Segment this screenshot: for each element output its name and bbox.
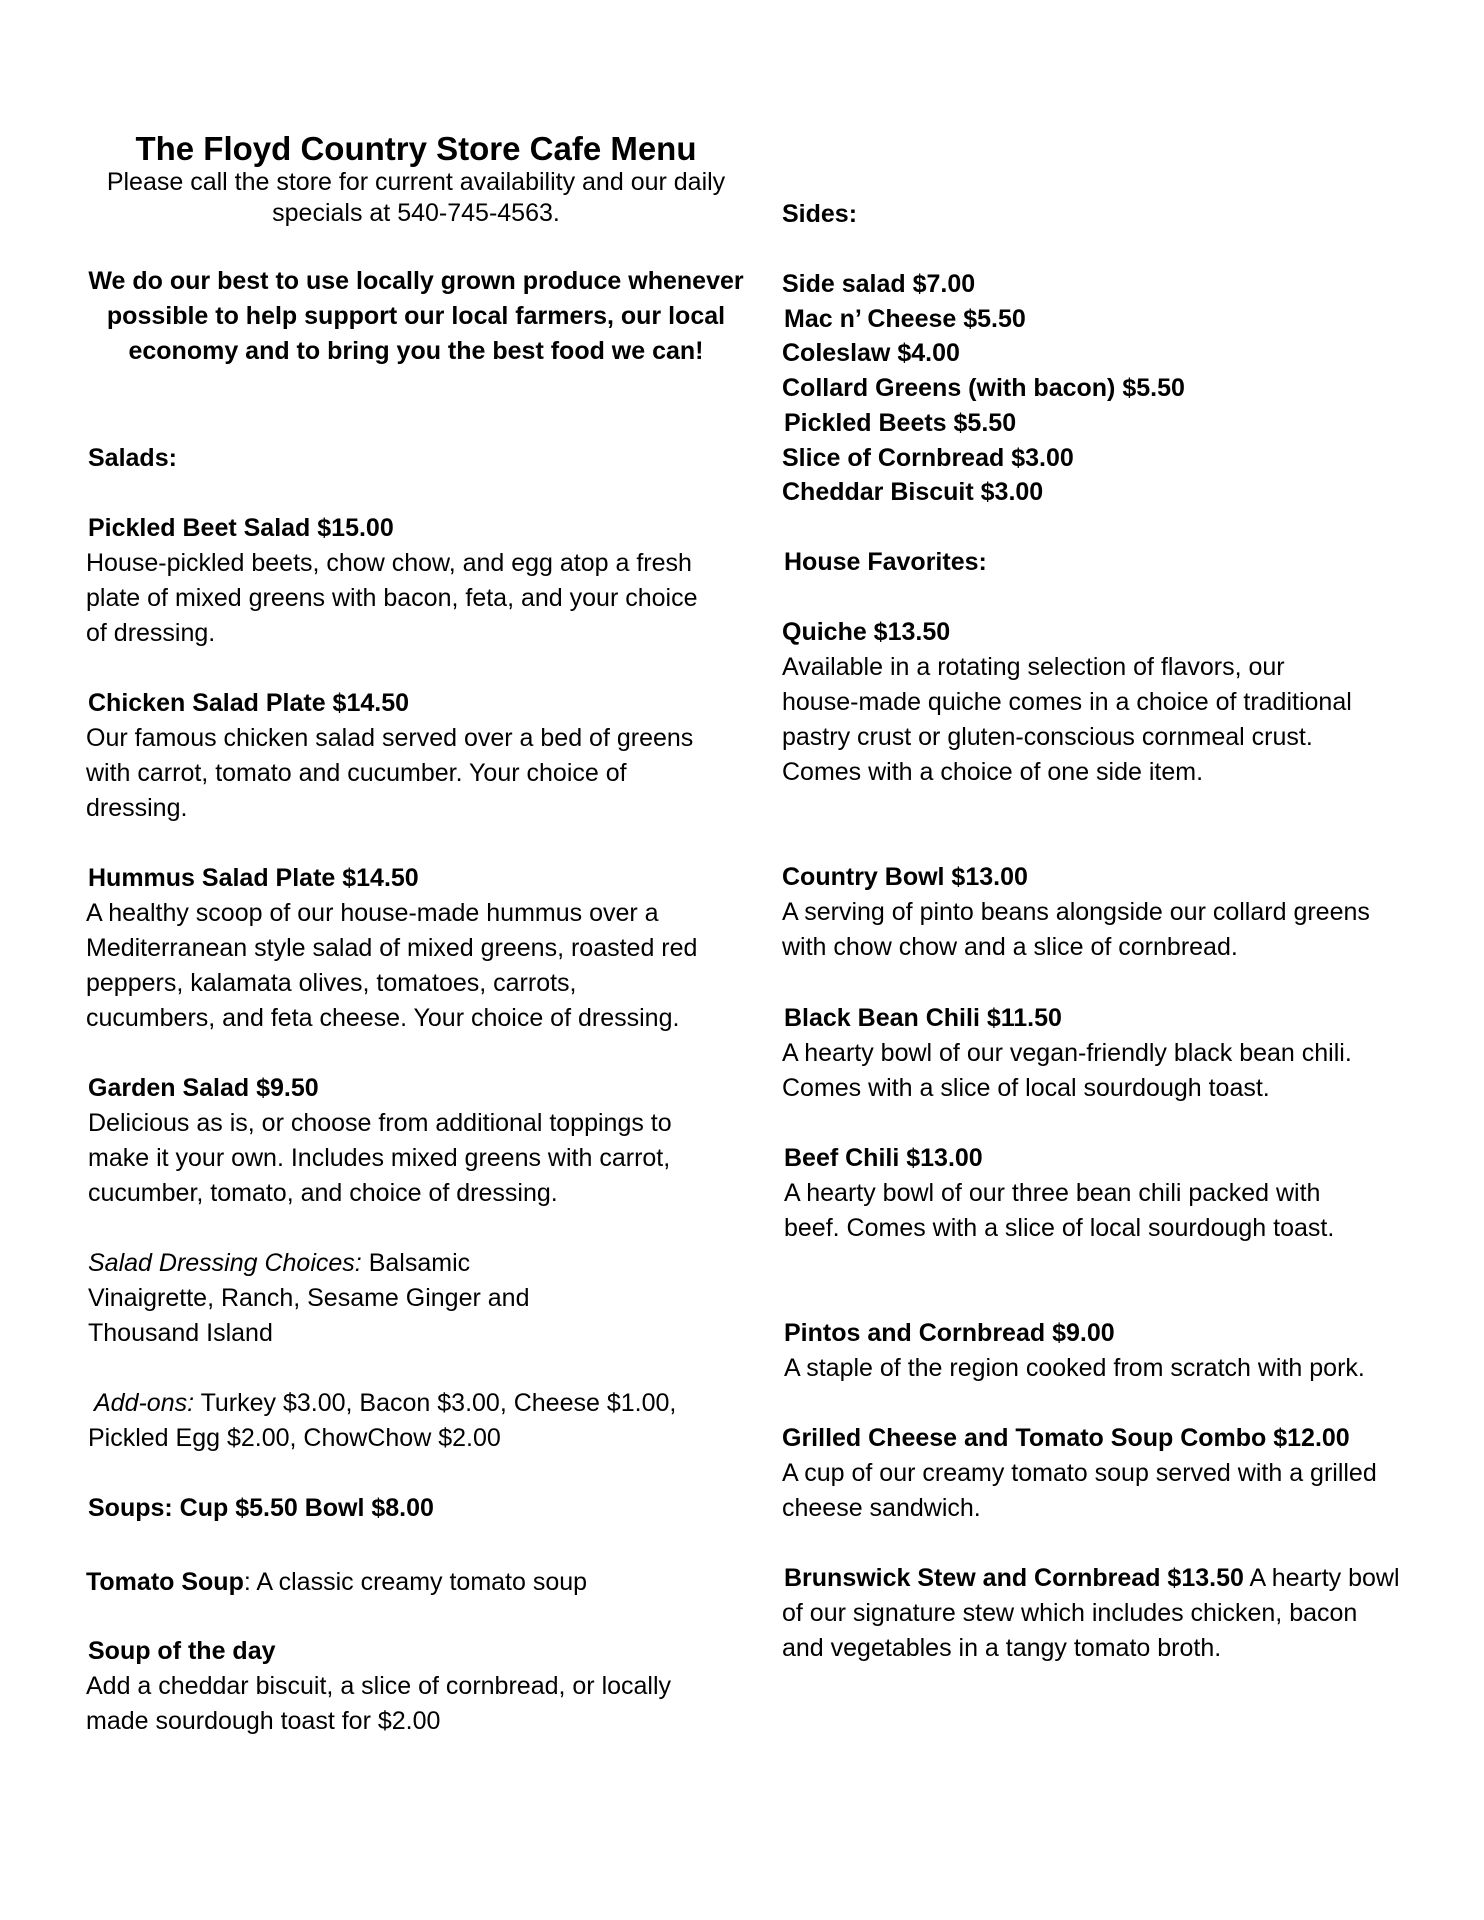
side-item: Collard Greens (with bacon) $5.50 bbox=[782, 374, 1185, 403]
addons-label: Add-ons: bbox=[94, 1389, 195, 1417]
menu-item-black-bean-chili bbox=[782, 1001, 1402, 1106]
menu-item-country-bowl bbox=[782, 860, 1402, 965]
menu-item-tomato-soup bbox=[86, 1565, 726, 1600]
side-item: Cheddar Biscuit $3.00 bbox=[782, 478, 1044, 507]
salad-add-ons bbox=[88, 1386, 708, 1456]
item-title: Beef Chili $13.00 bbox=[784, 1144, 983, 1172]
item-description: A hearty bowl of our vegan-friendly black bean chili. Comes with a slice of local sourdough toast. bbox=[782, 1039, 1352, 1102]
menu-item-soup-of-the-day bbox=[86, 1634, 706, 1739]
menu-item-pickled-beet-salad bbox=[86, 511, 706, 651]
salad-dressing-choices bbox=[88, 1246, 558, 1351]
item-description: A serving of pinto beans alongside our collard greens with chow chow and a slice of cornbread. bbox=[782, 898, 1370, 961]
item-description: A hearty bowl of our three bean chili packed with beef. Comes with a slice of local sourdough toast. bbox=[784, 1179, 1335, 1242]
item-description: Our famous chicken salad served over a bed of greens with carrot, tomato and cucumber. Your choice of dressing. bbox=[86, 724, 694, 822]
menu-item-beef-chili bbox=[782, 1141, 1342, 1246]
item-description: : A classic creamy tomato soup bbox=[243, 1568, 588, 1596]
item-description: House-pickled beets, chow chow, and egg atop a fresh plate of mixed greens with bacon, feta, and your choice of dressing. bbox=[86, 549, 698, 647]
side-item: Side salad $7.00 bbox=[782, 270, 976, 298]
item-title: Hummus Salad Plate $14.50 bbox=[88, 864, 419, 892]
addons-text: Turkey $3.00, Bacon $3.00, Cheese $1.00, Pickled Egg $2.00, ChowChow $2.00 bbox=[88, 1389, 677, 1452]
intro-line-1: Please call the store for current availability and our daily bbox=[106, 168, 726, 196]
item-description: Delicious as is, or choose from additional toppings to make it your own. Includes mixed greens with carrot, cucumber, tomato, and choice of dressing. bbox=[88, 1109, 672, 1207]
item-description: A hearty bowl of our signature stew which includes chicken, bacon and vegetables in a tangy tomato broth. bbox=[782, 1564, 1400, 1662]
item-title: Pickled Beet Salad $15.00 bbox=[88, 514, 394, 542]
item-title: Soup of the day bbox=[88, 1637, 276, 1665]
item-description: A cup of our creamy tomato soup served with a grilled cheese sandwich. bbox=[782, 1459, 1377, 1522]
house-favorites-heading: House Favorites: bbox=[784, 548, 987, 576]
local-produce-note: We do our best to use locally grown produce whenever possible to help support our local farmers, our local economy and to bring you the best food we can! bbox=[88, 267, 744, 365]
menu-item-brunswick-stew bbox=[782, 1561, 1402, 1666]
intro-line-2: specials at 540-745-4563. bbox=[272, 199, 560, 227]
salads-heading: Salads: bbox=[88, 444, 177, 472]
side-item: Coleslaw $4.00 bbox=[782, 339, 960, 368]
menu-item-hummus-salad-plate bbox=[86, 861, 706, 1036]
item-title: Chicken Salad Plate $14.50 bbox=[88, 689, 410, 717]
menu-title: The Floyd Country Store Cafe Menu bbox=[135, 130, 697, 167]
menu-item-pintos-and-cornbread bbox=[784, 1316, 1424, 1386]
item-description: A healthy scoop of our house-made hummus over a Mediterranean style salad of mixed greens, roasted red peppers, kalamata olives, tomatoes, carrots, cucumbers, and feta cheese. Your choice of dressing. bbox=[86, 899, 698, 1032]
intro-text bbox=[86, 167, 746, 229]
item-title: Quiche $13.50 bbox=[782, 618, 951, 646]
side-item: Pickled Beets $5.50 bbox=[784, 408, 1017, 437]
dressing-text: Balsamic Vinaigrette, Ranch, Sesame Ginger and Thousand Island bbox=[88, 1249, 530, 1347]
item-title: Grilled Cheese and Tomato Soup Combo $12.00 bbox=[782, 1424, 1350, 1452]
soups-heading: Soups: Cup $5.50 Bowl $8.00 bbox=[88, 1494, 434, 1522]
menu-item-garden-salad bbox=[88, 1071, 708, 1211]
item-title: Garden Salad $9.50 bbox=[88, 1074, 319, 1102]
item-title: Brunswick Stew and Cornbread $13.50 bbox=[784, 1564, 1244, 1592]
item-title: Tomato Soup bbox=[86, 1568, 244, 1596]
menu-item-quiche bbox=[782, 615, 1362, 790]
menu-item-chicken-salad-plate bbox=[86, 686, 706, 826]
side-item: Slice of Cornbread $3.00 bbox=[782, 443, 1074, 472]
item-description: Add a cheddar biscuit, a slice of cornbread, or locally made sourdough toast for $2.00 bbox=[86, 1672, 672, 1735]
item-description: Available in a rotating selection of flavors, our house-made quiche comes in a choice of traditional pastry crust or gluten-conscious cornmeal crust. Comes with a choice of one side item. bbox=[782, 653, 1352, 786]
item-description: A staple of the region cooked from scratch with pork. bbox=[784, 1354, 1365, 1382]
side-item: Mac n’ Cheese $5.50 bbox=[784, 304, 1026, 333]
item-title: Pintos and Cornbread $9.00 bbox=[784, 1319, 1115, 1347]
item-title: Black Bean Chili $11.50 bbox=[784, 1004, 1062, 1032]
menu-item-grilled-cheese-tomato-soup-combo bbox=[782, 1421, 1412, 1526]
dressing-label: Salad Dressing Choices: bbox=[88, 1249, 362, 1277]
sides-heading: Sides: bbox=[782, 200, 858, 228]
item-title: Country Bowl $13.00 bbox=[782, 863, 1028, 891]
sides-list bbox=[782, 267, 1402, 510]
